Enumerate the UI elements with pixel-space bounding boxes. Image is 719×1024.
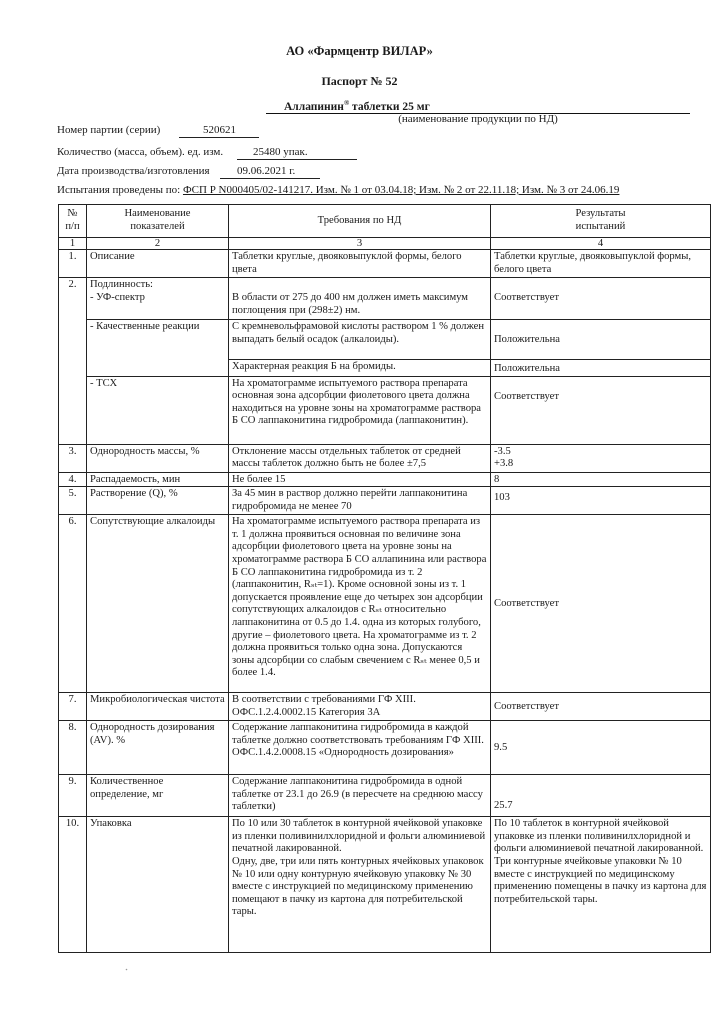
row-result: 103 [491,487,711,515]
row-name: Однородность массы, % [87,444,229,472]
table-row [59,817,711,953]
row-name: Описание [87,250,229,278]
row-name: Микробиологическая чистота [87,693,229,721]
row-name: Упаковка [87,817,229,953]
tests-label: Испытания проведены по: [57,184,181,196]
table-row [59,515,711,693]
row-num: 3. [59,444,87,472]
date-field [57,165,296,177]
row-name: - ТСХ [87,376,229,444]
table-row [59,444,711,472]
row-requirement: Характерная реакция Б на бромиды. [229,360,491,377]
row-result: 25.7 [491,775,711,817]
table-row [59,721,711,775]
header-requirements: Требования по НД [229,205,491,238]
row-requirement: В соответствии с требованиями ГФ XIII. ОФС.1.2.4.0002.15 Категория 3А [229,693,491,721]
row-name: Однородность дозирования (AV). % [87,721,229,775]
table-row [59,376,711,444]
product-note: (наименование продукции по НД) [398,113,558,125]
row-num: 7. [59,693,87,721]
header-name: Наименование показателей [87,205,229,238]
row-num: 1. [59,250,87,278]
row-requirement: На хроматограмме испытуемого раствора препарата основная зона адсорбции фиолетового цвета должна находиться на уровне зоны на хроматограмме раствора Б СО лаппаконитина гидробромида (лаппаконитин). [229,376,491,444]
row-result: 9.5 [491,721,711,775]
row-name: - Качественные реакции [87,320,229,377]
row-result: -3.5 +3.8 [491,444,711,472]
row-requirement: На хроматограмме испытуемого раствора препарата из т. 1 должна проявиться основная по величине зона адсорбции фиолетового цвета на уровне зоны на хроматограмме раствора Б СО аллапинина или раствора Б СО лаппаконитина гидробромида из т. 2 (лаппаконитин, Rₛₜ=1). Кроме основной зоны из т. 1 допускается проявление еще до четырех зон адсорбции сопутствующих алкалоидов с Rₛₜ относительно лаппаконитина от 0.5 до 1.4. одна из которых голубого, другие – фиолетового цвета. На хроматограмме из т. 2 должна проявиться только одна зона. Допускаются зоны адсорбции со слабым свечением с Rₛₜ менее 0,5 и более 1.4. [229,515,491,693]
header-results: Результаты испытаний [491,205,711,238]
row-requirement: По 10 или 30 таблеток в контурной ячейковой упаковке из пленки поливинилхлоридной и фольги алюминиевой печатной лакированной. Одну, две, три или пять контурных ячейковых упаковок № 10 или одну контурную ячейковую упаковку № 30 вместе с инструкцией по медицинскому применению помещают в пачку из картона для потребительской тары. [229,817,491,953]
header-num: № п/п [59,205,87,238]
row-name: Растворение (Q), % [87,487,229,515]
row-name: Сопутствующие алкалоиды [87,515,229,693]
product-form: таблетки 25 мг [349,100,430,113]
row-result: Положительна [491,360,711,377]
row-requirement: В области от 275 до 400 нм должен иметь максимум поглощения при (298±2) нм. [229,278,491,320]
row-num: 6. [59,515,87,693]
row-result: Положительна [491,320,711,360]
column-number: 4 [491,238,711,250]
row-requirement: За 45 мин в раствор должно перейти лаппаконитина гидробромида не менее 70 [229,487,491,515]
tests-value: ФСП Р N000405/02-141217. Изм. № 1 от 03.04.18; Изм. № 2 от 22.11.18; Изм. № 3 от 24.06.19 [182,184,620,196]
row-name: Распадаемость, мин [87,472,229,487]
batch-value: 520621 [203,124,236,136]
company-name: АО «Фармцентр ВИЛАР» [286,44,433,58]
row-result: Соответствует [491,376,711,444]
row-result: Соответствует [491,278,711,320]
date-underline [220,178,320,179]
row-num: 5. [59,487,87,515]
results-table [58,204,711,953]
table-row [59,487,711,515]
table-row [59,278,711,320]
product-name: Аллапинин [284,100,344,113]
tests-line [57,184,619,196]
column-number: 1 [59,238,87,250]
batch-underline [179,137,259,138]
row-result: Соответствует [491,515,711,693]
date-label: Дата производства/изготовления [57,165,210,177]
row-requirement: Содержание лаппаконитина гидробромида в каждой таблетке должно соответствовать требованиям ГФ XIII. ОФС.1.4.2.0008.15 «Однородность дозирования» [229,721,491,775]
row-num: 4. [59,472,87,487]
table-row [59,693,711,721]
row-requirement: Содержание лаппаконитина гидробромида в одной таблетке от 23.1 до 26.9 (в пересчете на среднюю массу таблетки) [229,775,491,817]
column-number: 3 [229,238,491,250]
table-row [59,320,711,360]
product-name-line [268,99,708,113]
date-value: 09.06.2021 г. [237,165,296,177]
passport-title: Паспорт № 52 [321,74,398,88]
quantity-underline [237,159,357,160]
row-num: 9. [59,775,87,817]
row-result: Таблетки круглые, двояковыпуклой формы, белого цвета [491,250,711,278]
table-header-row [59,205,711,238]
row-result: По 10 таблеток в контурной ячейковой упаковке из пленки поливинилхлоридной и фольги алюминиевой печатной лакированной. Три контурные ячейковые упаковки № 10 вместе с инструкцией по медицинскому применению помещены в пачку из картона для потребительской тары. [491,817,711,953]
batch-label: Номер партии (серии) [57,124,161,136]
scan-speck [125,968,128,971]
row-result: 8 [491,472,711,487]
row-num: 2. [59,278,87,445]
table-row [59,250,711,278]
table-row [59,472,711,487]
column-number: 2 [87,238,229,250]
quantity-label: Количество (масса, объем). ед. изм. [57,146,224,158]
row-requirement: С кремневольфрамовой кислоты раствором 1 % должен выпадать белый осадок (алкалоиды). [229,320,491,360]
row-num: 8. [59,721,87,775]
row-num: 10. [59,817,87,953]
row-name: Количественное определение, мг [87,775,229,817]
row-name: Подлинность: - УФ-спектр [87,278,229,320]
row-result: Соответствует [491,693,711,721]
row-requirement: Таблетки круглые, двояковыпуклой формы, белого цвета [229,250,491,278]
batch-field [57,124,236,136]
quantity-field [57,146,308,158]
table-row [59,775,711,817]
registered-mark: ® [343,99,350,107]
row-requirement: Отклонение массы отдельных таблеток от средней массы таблеток должно быть не более ±7,5 [229,444,491,472]
column-numbers-row [59,238,711,250]
quantity-value: 25480 упак. [253,146,308,158]
row-requirement: Не более 15 [229,472,491,487]
